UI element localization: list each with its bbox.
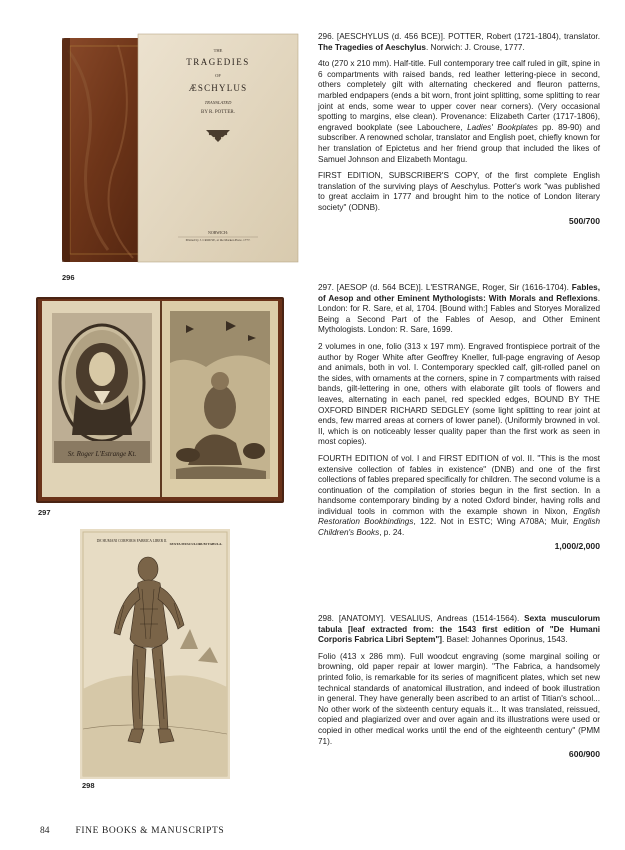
lot-298-description: Folio (413 x 286 mm). Full woodcut engraving (some marginal soiling or browning, old paper repair at lower margin). "The Fabrica, a handsomely printed folio, is remarkable for its series of magnificent plates, which set new technical standards of anatomical illustration, and indeed of book illustration in general. They have generally been ascribed to an artist of Titian's school... No other work of the sixteenth century equals it... It was translated, reissued, copied and plagiarized over and over again and its illustrations were used or copied in other medical works until the end of the eighteenth century" (PMM 71).	[318, 651, 600, 746]
plate-title: SEXTA MUSCULORUM TABULA.	[169, 542, 223, 546]
title-page-line4: ÆSCHYLUS	[188, 83, 248, 93]
figure-label-296: 296	[62, 273, 75, 282]
title-page-imprint1: NORWICH:	[208, 230, 228, 235]
lot-297-estimate: 1,000/2,000	[554, 540, 600, 551]
lot-297	[318, 283, 600, 551]
page-number: 84	[40, 826, 50, 836]
title-page-line2: TRAGEDIES	[186, 57, 250, 67]
plate-header: DE HUMANI CORPORIS FABRICA LIBER II.	[96, 539, 168, 543]
lot-297-description: 2 volumes in one, folio (313 x 197 mm). Engraved frontispiece portrait of the author by Roger White after Geoffrey Kneller, full-page engraving of Aesop and animals, both in vol. I. Contemporary speckled calf, gilt-rolled panel on the sides, with ornaments at the corners, spine in 7 compartments with raised bands, gilt-lettering in one, others with elaborate gilt tools of flowers and leaves, alternating in each panel, red speckled edges, BOUND BY THE OXFORD BINDER RICHARD SEDGLEY (some light splitting to rear joint at ends, few marred areas at corners of lower panel). (Uniformly browned in vol. II, which is on noticeably lesser quality paper than the first work as seen in most copies).	[318, 341, 600, 447]
title-page-line1: THE	[213, 48, 223, 53]
lot-298-heading: 298. [ANATOMY]. VESALIUS, Andreas (1514-1564). Sexta musculorum tabula [leaf extracted from: the 1543 first edition of "De Humani Corporis Fabrica Libri Septem"]. Basel: Johannes Oporinus, 1543.	[318, 614, 601, 645]
figure-label-297: 297	[38, 508, 51, 517]
page-footer	[40, 826, 224, 836]
title-page-line6: BY R. POTTER.	[201, 110, 235, 115]
lot-298-photo	[80, 529, 230, 779]
lot-297-photo	[36, 295, 284, 505]
title-page-imprint2: Printed by J. CROUSE, at the Market-Place. 1777.	[185, 238, 251, 242]
lot-298-estimate: 600/900	[568, 749, 600, 760]
lot-296-description: 4to (270 x 210 mm). Half-title. Full contemporary tree calf ruled in gilt, spine in 6 compartments with raised bands, red leather lettering-piece in second, others completely gilt with alternating checkered and fleuron patterns, marbled endpapers (ends a bit worn, front joint splitting, some splitting to rear joint at ends, some wear to upper cover near corners). (Very occasional spotting to margins, else clean). Provenance: Elizabeth Carter (1717-1806), engraved bookplate (see Labouchere, Ladies' Bookplates pp. 89-90) and subscriber. A renowned scholar, translator and English poet, chiefly known for her translation of Epictetus and her friend group that included the likes of Samuel Johnson and Elizabeth Montagu.	[318, 59, 600, 164]
lot-296	[318, 32, 600, 226]
lot-297-note: FOURTH EDITION of vol. I and FIRST EDITION of vol. II. "This is the most extensive collection of fables in existence" (DNB) and one of the first collections of fables prepared specifically for children. The second volume is a continuation of the compilation of stories begun in the first section. In a handsome contemporary binding by a noted Oxford binder, having rolls and individual tools in common with the example shown in Nixon, English Restoration Bookbindings, 122. Not in ESTC; Wing A708A; Muir, English Children's Books, p. 24.	[318, 453, 601, 538]
lot-296-photo	[58, 30, 302, 270]
lot-298	[318, 614, 600, 759]
lot-297-heading: 297. [AESOP (d. 564 BCE)]. L'ESTRANGE, Roger, Sir (1616-1704). Fables, of Aesop and other Eminent Mythologists: With Morals and Reflexions. London: for R. Sare, et al, 1704. [Bound with:] Fables and Storyes Moralized Being a Second Part of the Fables of Aesop, and Other Eminent Mythologists. London: R. Sare, 1699.	[318, 283, 600, 335]
portrait-caption: Sr. Roger L'Estrange Kt.	[67, 450, 137, 458]
lot-296-estimate: 500/700	[568, 215, 600, 226]
lot-296-heading: 296. [AESCHYLUS (d. 456 BCE)]. POTTER, Robert (1721-1804), translator. The Tragedies of Aeschylus. Norwich: J. Crouse, 1777.	[318, 32, 600, 52]
section-title: FINE BOOKS & MANUSCRIPTS	[75, 826, 225, 836]
lot-296-note: FIRST EDITION, SUBSCRIBER'S COPY, of the first complete English translation of the surviving plays of Aeschylus. Potter's work "was published to great acclaim in 1777 and brought him to the notice of London literary society" (ODNB).	[318, 171, 600, 212]
figure-label-298: 298	[82, 781, 95, 790]
title-page-line3: OF	[215, 73, 221, 78]
title-page-line5: TRANSLATED	[204, 100, 232, 105]
